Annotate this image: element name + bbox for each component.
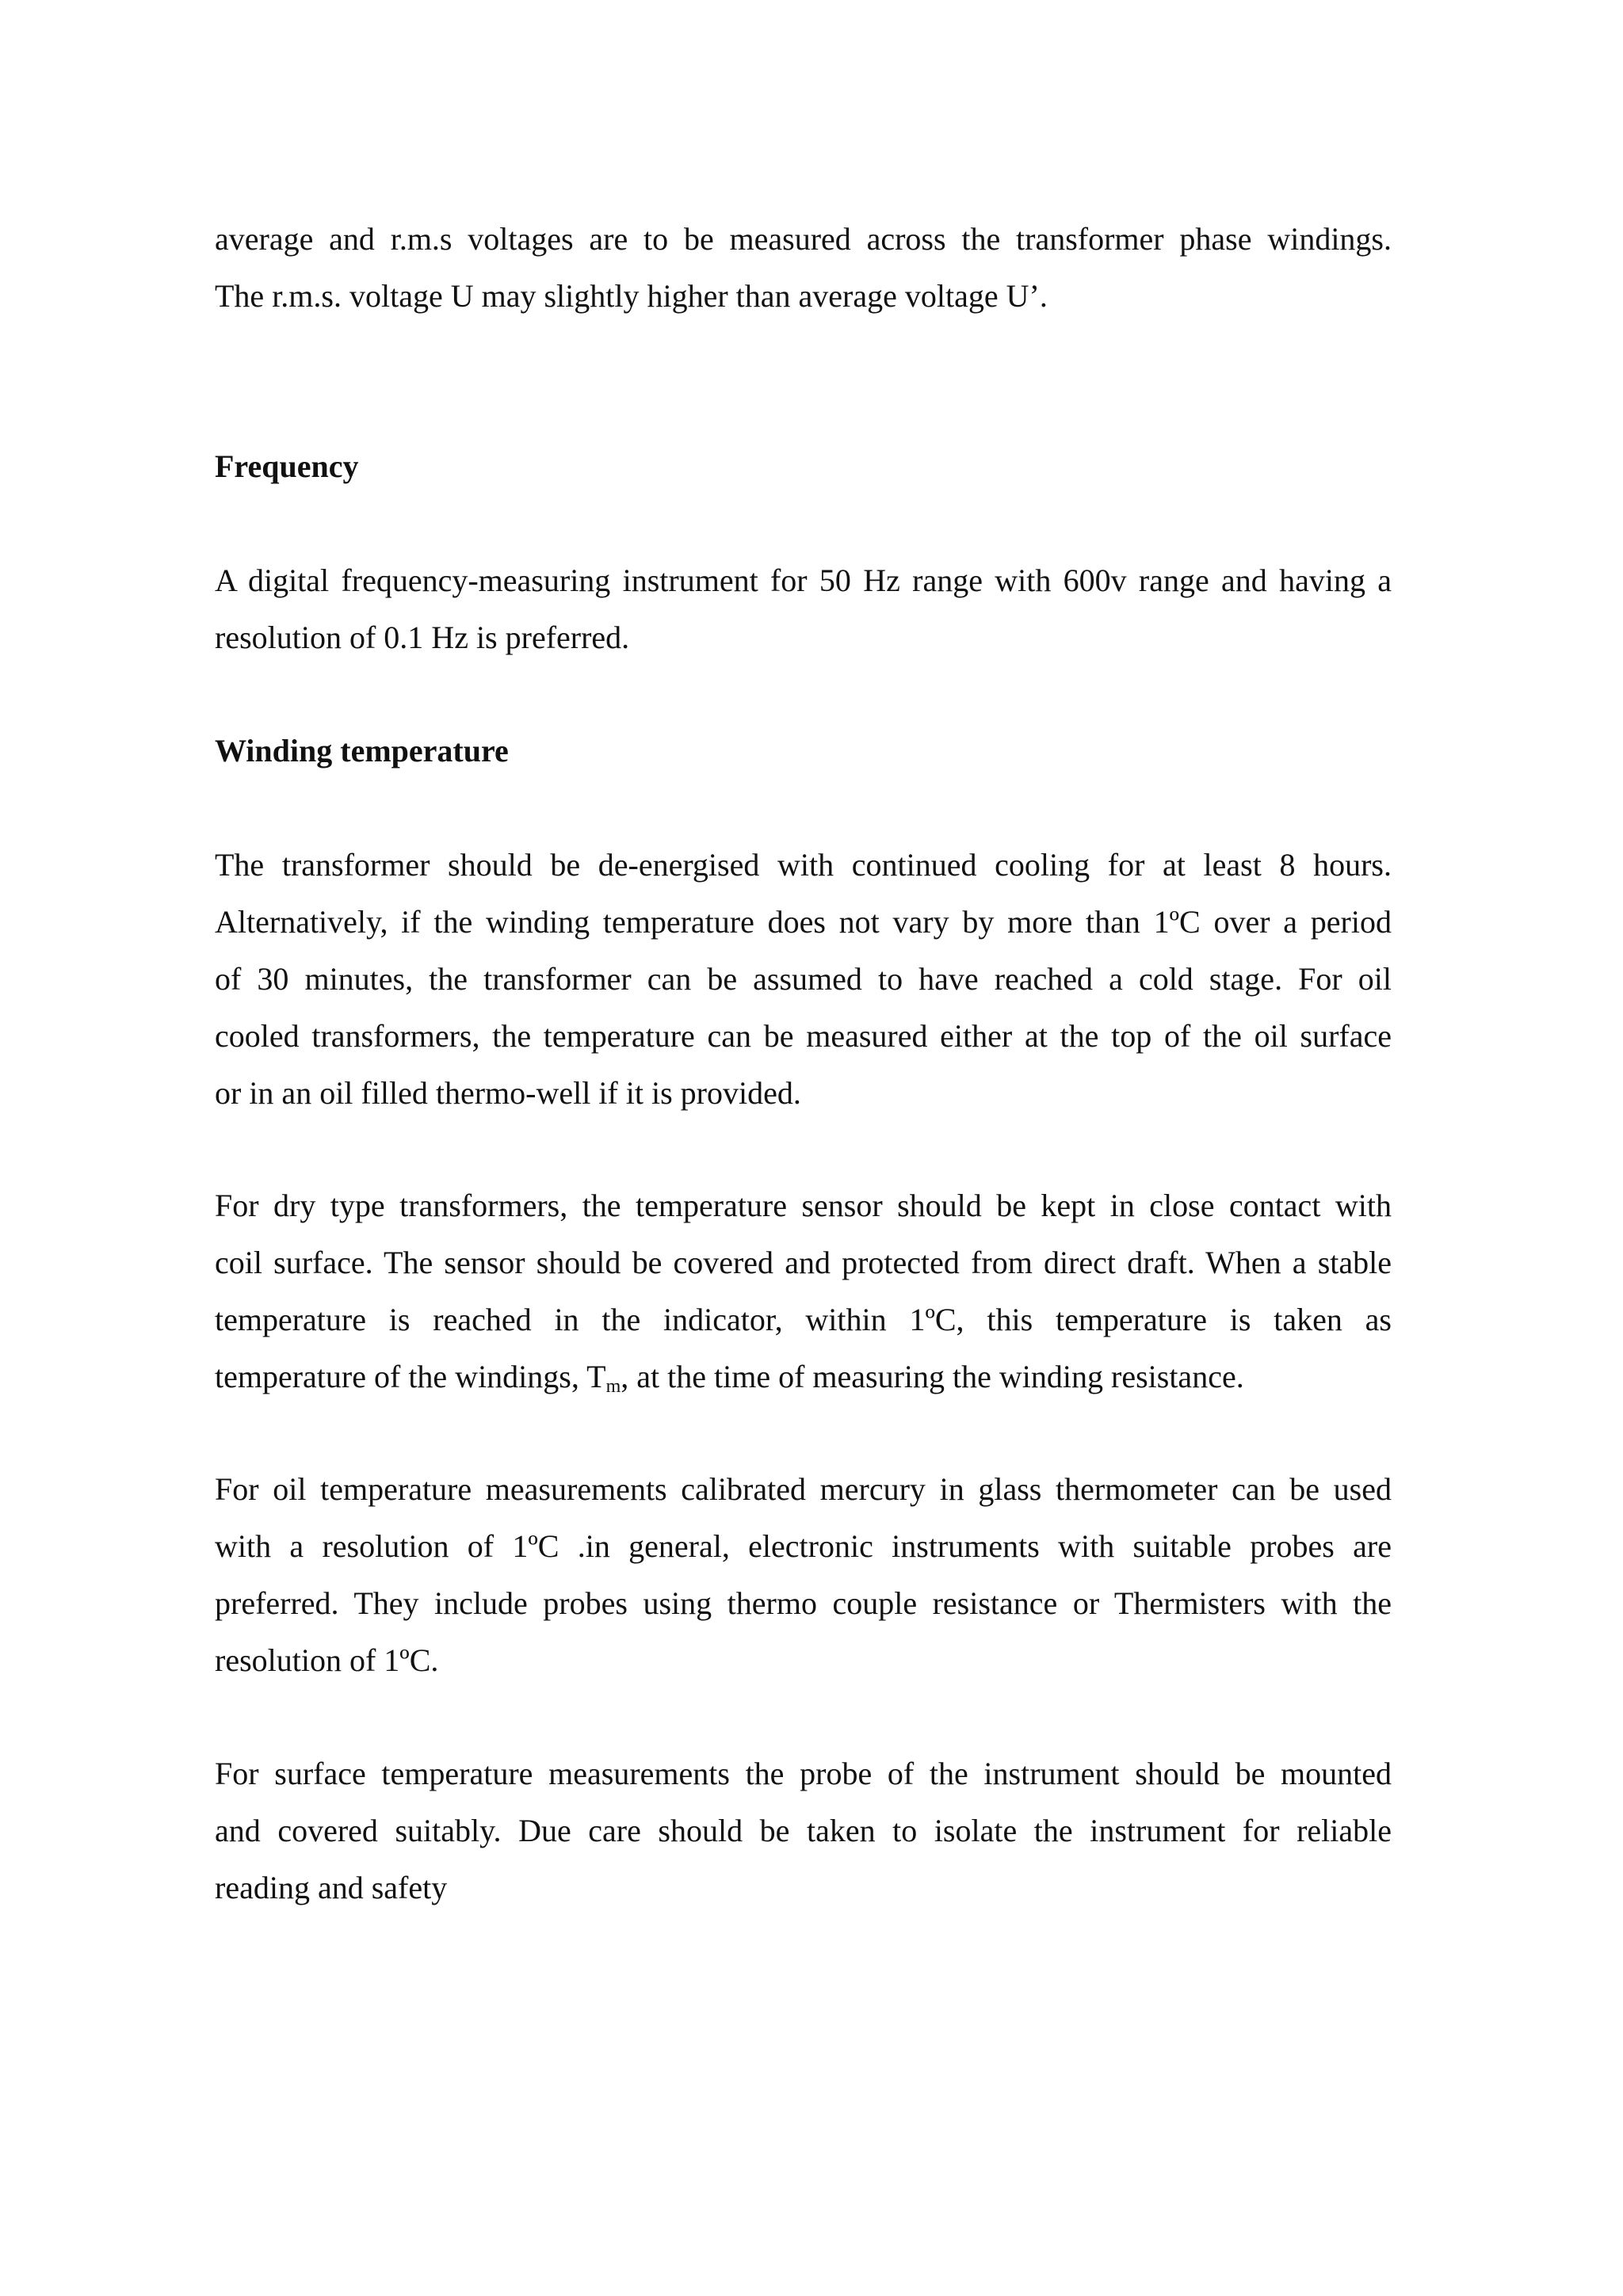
paragraph-oil-temperature bbox=[215, 1461, 1392, 1689]
text-line: of 30 minutes, the transformer can be assumed to have reached a cold stage. For oil bbox=[215, 961, 1392, 997]
heading-text: Frequency bbox=[215, 448, 359, 484]
text-line: resolution of 0.1 Hz is preferred. bbox=[215, 620, 630, 655]
text-line: average and r.m.s voltages are to be measured across the transformer phase windings. bbox=[215, 221, 1392, 257]
text-line bbox=[215, 1348, 1392, 1405]
text-line: For surface temperature measurements the probe of the instrument should be mounted bbox=[215, 1756, 1392, 1791]
text-line: and covered suitably. Due care should be taken to isolate the instrument for reliable bbox=[215, 1813, 1392, 1848]
paragraph-voltage bbox=[215, 211, 1392, 325]
text-line: The r.m.s. voltage U may slightly higher than average voltage U’. bbox=[215, 278, 1048, 314]
text-prefix: temperature of the windings, T bbox=[215, 1359, 606, 1394]
text-line: A digital frequency-measuring instrument for 50 Hz range with 600v range and having a bbox=[215, 563, 1392, 598]
text-line: The transformer should be de-energised with continued cooling for at least 8 hours. bbox=[215, 847, 1392, 883]
paragraph-cooling bbox=[215, 837, 1392, 1122]
paragraph-surface-temperature bbox=[215, 1745, 1392, 1917]
text-suffix: , at the time of measuring the winding resistance. bbox=[621, 1359, 1244, 1394]
paragraph-dry-type bbox=[215, 1177, 1392, 1405]
heading-text: Winding temperature bbox=[215, 733, 509, 769]
text-line: Alternatively, if the winding temperature does not vary by more than 1ºC over a period bbox=[215, 904, 1392, 940]
text-line: with a resolution of 1ºC .in general, electronic instruments with suitable probes are bbox=[215, 1528, 1392, 1564]
heading-frequency bbox=[215, 438, 1392, 495]
text-line: preferred. They include probes using thermo couple resistance or Thermisters with the bbox=[215, 1585, 1392, 1621]
text-line: cooled transformers, the temperature can be measured either at the top of the oil surface bbox=[215, 1018, 1392, 1054]
paragraph-frequency bbox=[215, 552, 1392, 666]
heading-winding-temperature bbox=[215, 723, 1392, 780]
text-line: resolution of 1ºC. bbox=[215, 1642, 439, 1678]
text-line: temperature is reached in the indicator, within 1ºC, this temperature is taken as bbox=[215, 1302, 1392, 1337]
subscript: m bbox=[605, 1376, 621, 1397]
text-line: For oil temperature measurements calibrated mercury in glass thermometer can be used bbox=[215, 1471, 1392, 1507]
text-line: For dry type transformers, the temperature sensor should be kept in close contact with bbox=[215, 1188, 1392, 1223]
text-line: or in an oil filled thermo-well if it is provided. bbox=[215, 1075, 801, 1111]
text-line: reading and safety bbox=[215, 1870, 448, 1905]
text-line: coil surface. The sensor should be covered and protected from direct draft. When a stable bbox=[215, 1245, 1392, 1280]
